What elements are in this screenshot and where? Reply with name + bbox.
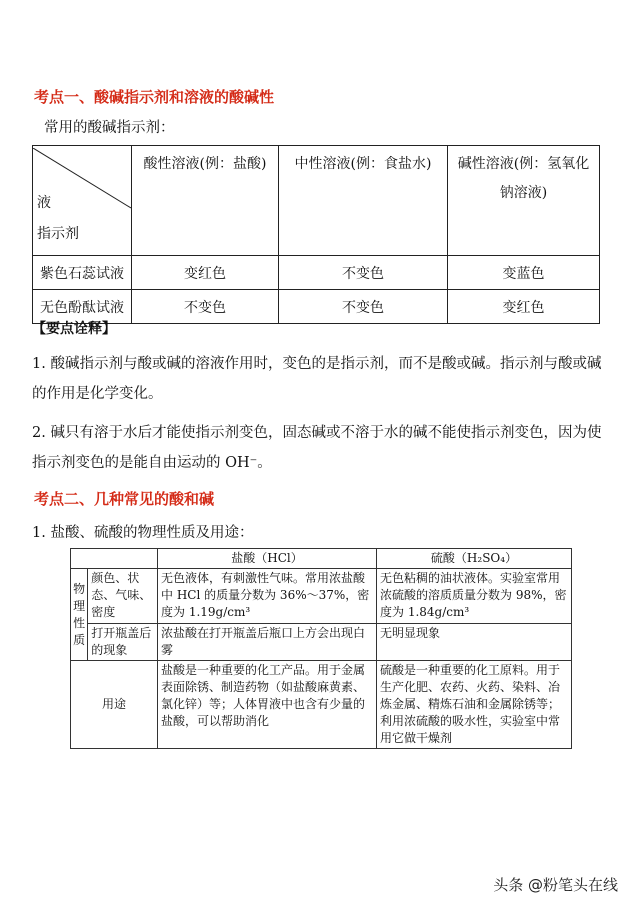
row-label: 颜色、状态、气味、密度	[88, 569, 158, 624]
row-base-value: 变蓝色	[448, 256, 600, 290]
table-row	[33, 290, 600, 324]
corner-top-label: 液	[37, 195, 51, 211]
section1-intro: 常用的酸碱指示剂：	[44, 120, 175, 136]
section2-intro: 1. 盐酸、硫酸的物理性质及用途：	[32, 525, 254, 541]
keypoint-2: 2. 碱只有溶于水后才能使指示剂变色，固态碱或不溶于水的碱不能使指示剂变色，因为使指示剂变色的是能自由运动的 OH⁻。	[32, 425, 602, 471]
header-hcl: 盐酸（HCl）	[158, 549, 377, 569]
section1-title: 考点一、酸碱指示剂和溶液的酸碱性	[34, 88, 275, 106]
row-indicator-name: 无色酚酞试液	[33, 290, 132, 324]
corner-bottom-label: 指示剂	[37, 226, 79, 242]
header-neutral: 中性溶液(例：食盐水)	[279, 146, 448, 256]
table-row	[71, 661, 572, 749]
section2-title: 考点二、几种常见的酸和碱	[34, 490, 215, 508]
keypoint-1: 1. 酸碱指示剂与酸或碱的溶液作用时，变色的是指示剂，而不是酸或碱。指示剂与酸或碱的作用是化学变化。	[32, 356, 602, 402]
row-label: 用途	[71, 661, 158, 749]
row-hcl-value: 盐酸是一种重要的化工产品。用于金属表面除锈、制造药物（如盐酸麻黄素、氯化锌）等；人体胃液中也含有少量的盐酸，可以帮助消化	[158, 661, 377, 749]
row-indicator-name: 紫色石蕊试液	[33, 256, 132, 290]
group-label: 物理性质	[71, 569, 88, 661]
acid-properties-table	[70, 548, 572, 749]
row-acid-value: 变红色	[132, 256, 279, 290]
table-row	[33, 256, 600, 290]
row-label: 打开瓶盖后的现象	[88, 624, 158, 661]
header-h2so4: 硫酸（H₂SO₄）	[377, 549, 572, 569]
table-row	[71, 624, 572, 661]
row-acid-value: 不变色	[132, 290, 279, 324]
empty-header-cell	[71, 549, 158, 569]
row-hcl-value: 浓盐酸在打开瓶盖后瓶口上方会出现白雾	[158, 624, 377, 661]
header-base: 碱性溶液(例：氢氧化钠溶液)	[448, 146, 600, 256]
header-acid: 酸性溶液(例：盐酸)	[132, 146, 279, 256]
row-hcl-value: 无色液体，有刺激性气味。常用浓盐酸中 HCl 的质量分数为 36%～37%，密度为 1.19g/cm³	[158, 569, 377, 624]
indicator-table	[32, 145, 600, 324]
row-h2so4-value: 无明显现象	[377, 624, 572, 661]
corner-cell	[33, 146, 132, 256]
watermark: 头条 @粉笔头在线	[493, 876, 618, 894]
row-h2so4-value: 硫酸是一种重要的化工原料。用于生产化肥、农药、火药、染料、冶炼金属、精炼石油和金属除锈等；利用浓硫酸的吸水性，实验室中常用它做干燥剂	[377, 661, 572, 749]
row-neutral-value: 不变色	[279, 290, 448, 324]
keypoints-heading: 【要点诠释】	[32, 321, 116, 337]
row-neutral-value: 不变色	[279, 256, 448, 290]
row-base-value: 变红色	[448, 290, 600, 324]
row-h2so4-value: 无色粘稠的油状液体。实验室常用浓硫酸的溶质质量分数为 98%，密度为 1.84g/cm³	[377, 569, 572, 624]
table-row	[71, 569, 572, 624]
